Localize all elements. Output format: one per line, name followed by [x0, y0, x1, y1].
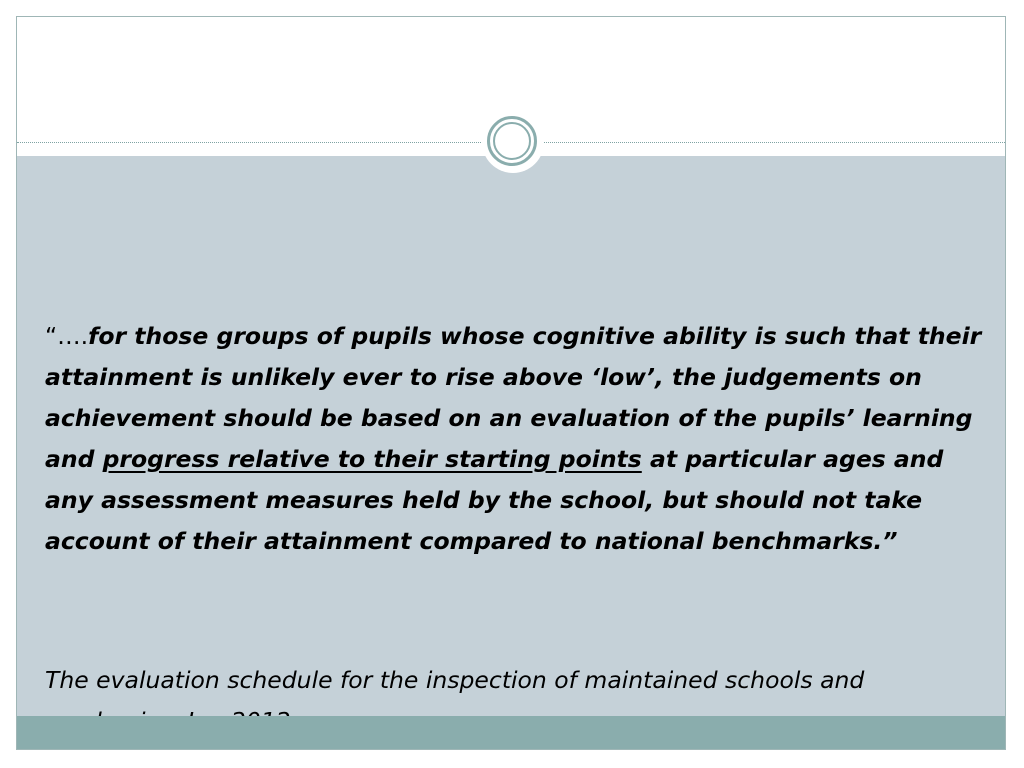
quote-text-part1: for those groups of pupils whose cognitive ability is such that their attainment is unlikely ever to rise above ‘low’, the judgements on achievement should be based on an evaluation of the pupils’ learning and — [45, 322, 982, 473]
circle-ornament-inner — [493, 122, 531, 160]
quote-opening-mark: “…. — [45, 322, 89, 350]
quote-text — [45, 322, 981, 555]
quote-text-part2: at particular ages and any assessment measures held by the school, but should not take account of their attainment compared to national benchmarks.” — [45, 444, 944, 555]
citation-text: The evaluation schedule for the inspection of maintained schools and — [45, 666, 865, 694]
quote-underlined-phrase: progress relative to their starting points — [102, 444, 642, 473]
footer-band — [17, 716, 1005, 750]
slide-frame — [16, 16, 1006, 750]
content-panel — [17, 156, 1005, 716]
quote-block — [45, 316, 985, 561]
